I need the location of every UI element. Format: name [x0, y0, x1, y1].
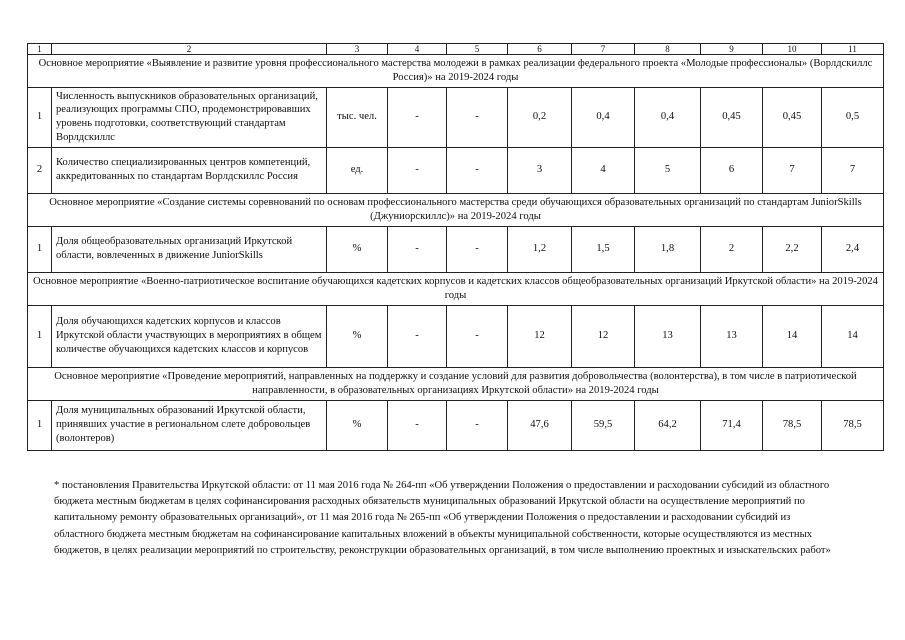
- value-cell: 0,2: [508, 87, 572, 147]
- unit-cell: ед.: [327, 147, 388, 193]
- section-title-row: [28, 193, 884, 226]
- section-title: Основное мероприятие «Военно-патриотическое воспитание обучающихся кадетских корпусов и кадетских классов общеобразовательных организаций Иркутской области» на 2019-2024 годы: [28, 272, 884, 305]
- value-cell: 7: [822, 147, 884, 193]
- value-cell: 13: [635, 305, 701, 367]
- value-cell: 2,2: [763, 226, 822, 272]
- value-cell: 4: [572, 147, 635, 193]
- column-number-cell: 8: [635, 44, 701, 55]
- value-cell: 2,4: [822, 226, 884, 272]
- value-cell: -: [388, 400, 447, 450]
- column-number-cell: 7: [572, 44, 635, 55]
- value-cell: 1,2: [508, 226, 572, 272]
- value-cell: 0,45: [763, 87, 822, 147]
- footnote: * постановления Правительства Иркутской области: от 11 мая 2016 года № 264-пп «Об утверждении Положения о предоставлении и расходовании субсидий из областного бюджета местным бюджетам в целях софинансирования расходных обязательств муниципальных образований Иркутской области на осуществление мероприятий по капитальному ремонту образовательных организаций», от 11 мая 2016 года № 265-пп «Об утверждении Положения о предоставлении и расходовании субсидий из областного бюджета местным бюджетам на софинансирование капитальных вложений в объекты муниципальной собственности, которые осуществляются из местных бюджетов, в целях реализации мероприятий по строительству, реконструкции образовательных организаций, в том числе выполнению проектных и изыскательских работ»: [54, 480, 831, 556]
- value-cell: 2: [701, 226, 763, 272]
- table-body: [28, 44, 884, 451]
- value-cell: -: [388, 226, 447, 272]
- section-title-row: [28, 272, 884, 305]
- value-cell: 1,5: [572, 226, 635, 272]
- value-cell: 0,4: [572, 87, 635, 147]
- row-number: 2: [28, 147, 52, 193]
- indicators-table: [27, 43, 884, 451]
- row-number: 1: [28, 400, 52, 450]
- value-cell: 5: [635, 147, 701, 193]
- table-row: [28, 305, 884, 367]
- indicator-name: Доля общеобразовательных организаций Иркутской области, вовлеченных в движение JuniorSkills: [52, 226, 327, 272]
- value-cell: 7: [763, 147, 822, 193]
- column-number-cell: 10: [763, 44, 822, 55]
- value-cell: 0,4: [635, 87, 701, 147]
- section-title-row: [28, 55, 884, 88]
- value-cell: 3: [508, 147, 572, 193]
- row-number: 1: [28, 305, 52, 367]
- indicator-name: Доля обучающихся кадетских корпусов и классов Иркутской области участвующих в мероприятиях в общем количестве обучающихся кадетских классов и корпусов: [52, 305, 327, 367]
- value-cell: 1,8: [635, 226, 701, 272]
- value-cell: 78,5: [822, 400, 884, 450]
- value-cell: 0,45: [701, 87, 763, 147]
- row-number: 1: [28, 87, 52, 147]
- value-cell: 14: [763, 305, 822, 367]
- unit-cell: тыс. чел.: [327, 87, 388, 147]
- section-title: Основное мероприятие «Выявление и развитие уровня профессионального мастерства молодежи в рамках реализации федерального проекта «Молодые профессионалы» (Ворлдскиллс Россия)» на 2019-2024 годы: [28, 55, 884, 88]
- value-cell: 78,5: [763, 400, 822, 450]
- indicator-name: Численность выпускников образовательных организаций, реализующих программы СПО, продемонстрировавших уровень подготовки, соответствующий стандартам Ворлдскиллс: [52, 87, 327, 147]
- column-number-cell: 1: [28, 44, 52, 55]
- value-cell: -: [447, 87, 508, 147]
- column-number-cell: 11: [822, 44, 884, 55]
- column-number-cell: 9: [701, 44, 763, 55]
- indicator-name: Количество специализированных центров компетенций, аккредитованных по стандартам Ворлдскиллс Россия: [52, 147, 327, 193]
- value-cell: -: [388, 147, 447, 193]
- value-cell: -: [447, 226, 508, 272]
- value-cell: 71,4: [701, 400, 763, 450]
- value-cell: 14: [822, 305, 884, 367]
- section-title: Основное мероприятие «Проведение мероприятий, направленных на поддержку и создание условий для развития добровольчества (волонтерства), в том числе в патриотической направленности, в образовательных организациях Иркутской области» на 2019-2024 годы: [28, 367, 884, 400]
- table-row: [28, 400, 884, 450]
- table-row: [28, 147, 884, 193]
- value-cell: 59,5: [572, 400, 635, 450]
- value-cell: -: [388, 305, 447, 367]
- unit-cell: %: [327, 226, 388, 272]
- row-number: 1: [28, 226, 52, 272]
- value-cell: 64,2: [635, 400, 701, 450]
- table-row: [28, 226, 884, 272]
- unit-cell: %: [327, 305, 388, 367]
- value-cell: 12: [508, 305, 572, 367]
- column-number-row: [28, 44, 884, 55]
- column-number-cell: 6: [508, 44, 572, 55]
- unit-cell: %: [327, 400, 388, 450]
- value-cell: -: [447, 400, 508, 450]
- table-row: [28, 87, 884, 147]
- column-number-cell: 4: [388, 44, 447, 55]
- value-cell: 47,6: [508, 400, 572, 450]
- column-number-cell: 3: [327, 44, 388, 55]
- indicator-name: Доля муниципальных образований Иркутской области, принявших участие в региональном слете добровольцев (волонтеров): [52, 400, 327, 450]
- value-cell: 0,5: [822, 87, 884, 147]
- column-number-cell: 2: [52, 44, 327, 55]
- value-cell: 13: [701, 305, 763, 367]
- section-title-row: [28, 367, 884, 400]
- section-title: Основное мероприятие «Создание системы соревнований по основам профессионального мастерства среди обучающихся образовательных организаций по стандартам JuniorSkills (Джуниорскиллс)» на 2019-2024 годы: [28, 193, 884, 226]
- value-cell: -: [388, 87, 447, 147]
- value-cell: 12: [572, 305, 635, 367]
- value-cell: -: [447, 147, 508, 193]
- value-cell: -: [447, 305, 508, 367]
- column-number-cell: 5: [447, 44, 508, 55]
- value-cell: 6: [701, 147, 763, 193]
